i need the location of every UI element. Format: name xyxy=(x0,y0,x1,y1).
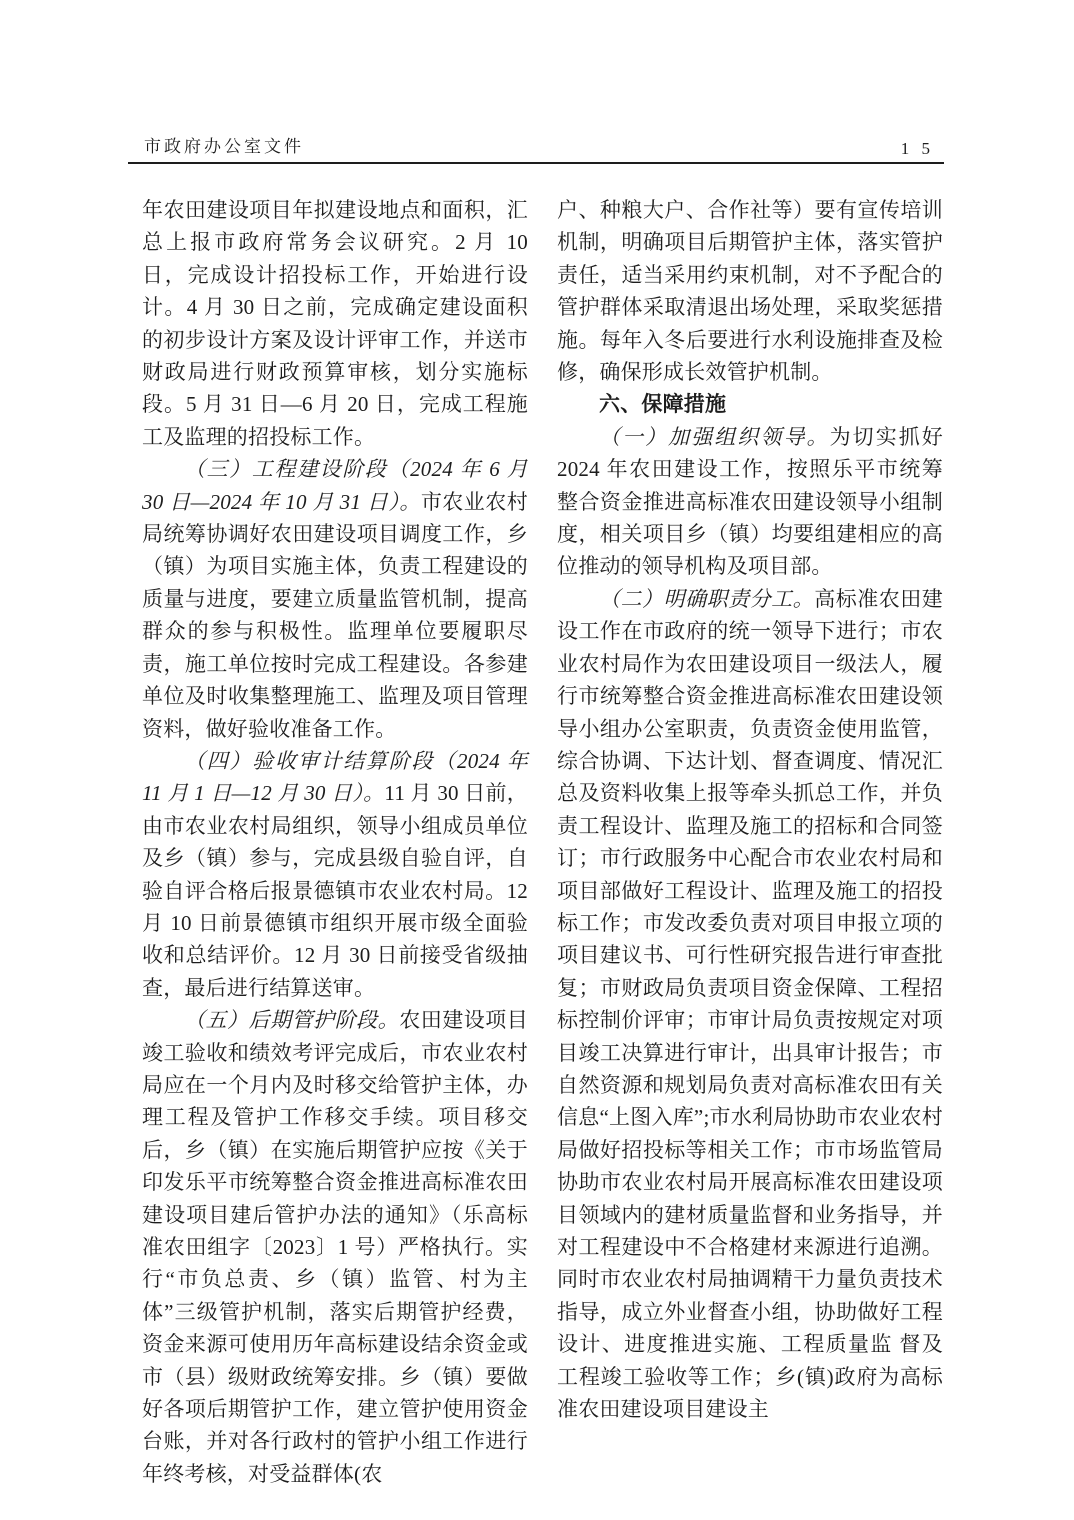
paragraph-continuation xyxy=(557,194,943,388)
paragraph-stage-post-maintenance xyxy=(142,1004,528,1490)
paragraph-lead: （一）加强组织领导。 xyxy=(599,424,830,449)
paragraph-strengthen-leadership xyxy=(557,421,943,583)
header-rule xyxy=(128,162,944,164)
paragraph-text: 年农田建设项目年拟建设地点和面积，汇总上报市政府常务会议研究。2 月 10 日，完成设计招投标工作，开始进行设计。4 月 30 日之前，完成确定建设面积的初步设计方案及设计评审工作，并送市财政局进行财政预算审核，划分实施标段。5 月 31 日—6 月 20 日，完成工程施工及监理的招投标工作。 xyxy=(142,198,528,449)
paragraph-text: 高标准农田建设工作在市政府的统一领导下进行；市农业农村局作为农田建设项目一级法人，履行市统筹整合资金推进高标准农田建设领导小组办公室职责，负责资金使用监管，综合协调、下达计划、督查调度、情况汇总及资料收集上报等牵头抓总工作，并负责工程设计、监理及施工的招标和合同签订；市行政服务中心配合市农业农村局和项目部做好工程设计、监理及施工的招投标工作；市发改委负责对项目申报立项的项目建议书、可行性研究报告进行审查批复；市财政局负责项目资金保障、工程招标控制价评审；市审计局负责按规定对项目竣工决算进行审计，出具审计报告；市自然资源和规划局负责对高标准农田有关信息“上图入库”;市水利局协助市农业农村局做好招投标等相关工作；市市场监管局协助市农业农村局开展高标准农田建设项目领域内的建材质量监督和业务指导，并对工程建设中不合格建材来源进行追溯。同时市农业农村局抽调精干力量负责技术指导，成立外业督查小组，协助做好工程设计、进度推进实施、工程质量监 督及工程竣工验收等工作；乡(镇)政府为高标准农田建设项目建设主 xyxy=(557,586,944,1422)
section-heading-safeguards: 六、保障措施 xyxy=(599,392,727,417)
paragraph-text: 11 月 30 日前，由市农业农村局组织，领导小组成员单位及乡（镇）参与，完成县级自验自评，自验自评合格后报景德镇市农业农村局。12 月 10 日前景德镇市组织开展市级全面验收和总结评价。12 月 30 日前接受省级抽查，最后进行结算送审。 xyxy=(142,781,528,1000)
paragraph-continuation xyxy=(142,194,528,453)
paragraph-clarify-responsibilities xyxy=(557,583,943,1426)
left-column xyxy=(142,194,528,1490)
paragraph-lead: （四）验收审计结算阶段（2024 年 11 月 1 日—12 月 30 日）。 xyxy=(142,748,528,806)
paragraph-text: 市农业农村局统筹协调好农田建设项目调度工作，乡（镇）为项目实施主体，负责工程建设的质量与进度，要建立质量监管机制，提高群众的参与积极性。监理单位要履职尽责，施工单位按时完成工程建设。各参建单位及时收集整理施工、监理及项目管理资料，做好验收准备工作。 xyxy=(142,489,528,741)
paragraph-text: 为切实抓好 2024 年农田建设工作，按照乐平市统筹整合资金推进高标准农田建设领导小组制度，相关项目乡（镇）均要组建相应的高位推动的领导机构及项目部。 xyxy=(557,424,944,579)
page-number: 1 5 xyxy=(900,139,934,158)
paragraph-lead: （二）明确职责分工。 xyxy=(599,586,815,611)
paragraph-text: 户、种粮大户、合作社等）要有宣传培训机制，明确项目后期管护主体，落实管护责任，适当采用约束机制，对不予配合的管护群体采取清退出场处理，采取奖惩措施。每年入冬后要进行水利设施排查及检修，确保形成长效管护机制。 xyxy=(557,198,943,385)
paragraph-lead: （三）工程建设阶段（2024 年 6 月 30 日—2024 年 10 月 31 日）。 xyxy=(142,457,528,514)
header-doc-label: 市政府办公室文件 xyxy=(144,137,304,156)
right-column xyxy=(557,194,943,1425)
paragraph-stage-construction xyxy=(142,453,528,745)
paragraph-stage-acceptance-audit xyxy=(142,745,528,1004)
paragraph-text: 农田建设项目竣工验收和绩效考评完成后，市农业农村局应在一个月内及时移交给管护主体，办理工程及管护工作移交手续。项目移交后，乡（镇）在实施后期管护应按《关于印发乐平市统筹整合资金推进高标准农田建设项目建后管护办法的通知》（乐高标准农田组字〔2023〕1 号）严格执行。实行“市负总责、乡（镇）监管、村为主体”三级管护机制，落实后期管护经费，资金来源可使用历年高标建设结余资金或市（县）级财政统筹安排。乡（镇）要做好各项后期管护工作，建立管护使用资金台账，并对各行政村的管护小组工作进行年终考核，对受益群体(农 xyxy=(142,1008,529,1486)
paragraph-lead: （五）后期管护阶段。 xyxy=(184,1008,400,1033)
